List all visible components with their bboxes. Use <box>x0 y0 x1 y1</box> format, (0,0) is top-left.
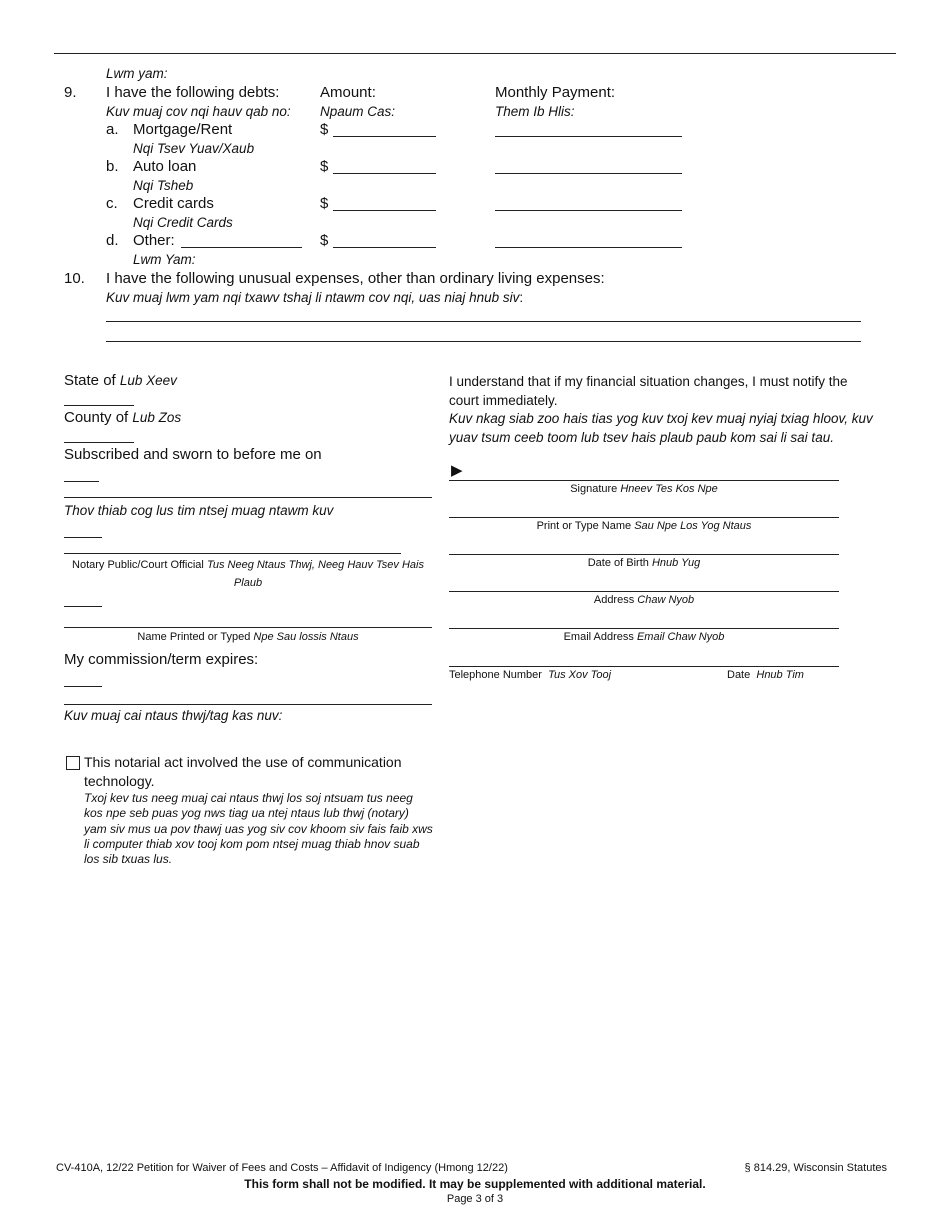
commission-label: My commission/term expires: <box>64 651 259 668</box>
county-text: County of <box>64 409 129 426</box>
amount-header-hmong: Npaum Cas: <box>320 104 396 119</box>
email-hmong: Email Chaw Nyob <box>636 631 725 643</box>
state-label <box>64 372 177 389</box>
debt-hmong-other: Lwm Yam: <box>133 252 196 267</box>
commission-line[interactable] <box>64 704 432 705</box>
debt-label-credit: Credit cards <box>133 195 214 212</box>
official-text: Notary Public/Court Official <box>72 559 204 571</box>
mortgage-amount-field[interactable] <box>333 136 436 137</box>
subscribed-label: Subscribed and sworn to before me on <box>64 446 322 463</box>
name-text: Name Printed or Typed <box>137 631 251 643</box>
dob-text: Date of Birth <box>587 557 649 569</box>
date-text: Date <box>727 669 751 681</box>
name-printed-line[interactable] <box>64 627 432 628</box>
amount-header: Amount: <box>320 84 376 101</box>
other-monthly-field[interactable] <box>495 247 682 248</box>
signature-hmong: Hneev Tes Kos Npe <box>620 483 718 495</box>
mortgage-monthly-field[interactable] <box>495 136 682 137</box>
phone-hmong: Tus Xov Tooj <box>548 669 612 681</box>
communication-technology-checkbox[interactable] <box>66 756 80 770</box>
understand-text: I understand that if my financial situation changes, I must notify the court immediately. <box>449 374 848 408</box>
auto-amount-field[interactable] <box>333 173 436 174</box>
debt-letter-b: b. <box>106 158 119 175</box>
print-name-text: Print or Type Name <box>536 520 632 532</box>
statute-ref: § 814.29, Wisconsin Statutes <box>744 1162 887 1174</box>
phone-label <box>449 669 611 681</box>
subscribed-date-field[interactable] <box>64 481 99 482</box>
monthly-header: Monthly Payment: <box>495 84 616 101</box>
dob-label <box>449 557 839 569</box>
checkbox-hmong: Txoj kev tus neeg muaj cai ntaus thwj los soj ntsuam tus neeg kos npe seb puas yog nws tiag ua ntej ntaus lub thwj (notary) yam siv mus ua pov thawj uas yog siv cov khoom siv fais faib xws li computer thiab xov tooj kom pom ntsej muag thiab hnov suab los sib txuas lus. <box>84 791 433 867</box>
q9-title-hmong: Kuv muaj cov nqi hauv qab no: <box>106 104 291 119</box>
signature-label <box>449 483 839 495</box>
other-amount-field[interactable] <box>333 247 436 248</box>
form-id: CV-410A, 12/22 Petition for Waiver of Fees and Costs – Affidavit of Indigency (Hmong 12/22) <box>56 1162 508 1174</box>
county-field[interactable] <box>64 442 134 443</box>
print-name-hmong: Sau Npe Los Yog Ntaus <box>634 520 752 532</box>
monthly-header-hmong: Them Ib Hlis: <box>495 104 575 119</box>
credit-amount-field[interactable] <box>333 210 436 211</box>
print-name-line[interactable] <box>449 517 839 518</box>
commission-date-field[interactable] <box>64 686 102 687</box>
understand-hmong: Kuv nkag siab zoo hais tias yog kuv txoj kev muaj nyiaj txiag hloov, kuv yuav tsum ceeb toom lub tsev hais plaub paub kom sai li sai tau. <box>449 411 873 445</box>
official-hmong: Tus Neeg Ntaus Thwj, Neeg Hauv Tsev Hais Plaub <box>206 559 424 589</box>
q9-title: I have the following debts: <box>106 84 280 101</box>
print-name-label <box>449 520 839 532</box>
state-hmong: Lub Xeev <box>119 373 177 388</box>
subscribed-line[interactable] <box>64 497 432 498</box>
q10-number: 10. <box>64 270 85 287</box>
notary-signature-line[interactable] <box>64 553 401 554</box>
debt-hmong-credit: Nqi Credit Cards <box>133 215 233 230</box>
name-short-field[interactable] <box>64 606 102 607</box>
currency-sign: $ <box>320 195 329 212</box>
top-other-label: Lwm yam: <box>106 66 168 81</box>
modification-notice: This form shall not be modified. It may be supplemented with additional material. <box>244 1177 706 1191</box>
address-label <box>449 594 839 606</box>
state-field[interactable] <box>64 405 134 406</box>
unusual-expenses-line-2[interactable] <box>106 341 861 342</box>
name-printed-label <box>64 631 432 643</box>
debt-hmong-auto: Nqi Tsheb <box>133 178 194 193</box>
address-line[interactable] <box>449 591 839 592</box>
debt-letter-d: d. <box>106 232 119 249</box>
email-label <box>449 631 839 643</box>
notary-short-field[interactable] <box>64 537 102 538</box>
q10-title-hmong <box>106 290 523 305</box>
q10-hmong-text: Kuv muaj lwm yam nqi txawv tshaj li ntawm cov nqi, uas niaj hnub siv <box>106 290 520 305</box>
unusual-expenses-line-1[interactable] <box>106 321 861 322</box>
county-hmong: Lub Zos <box>132 410 182 425</box>
q10-title: I have the following unusual expenses, other than ordinary living expenses: <box>106 270 605 287</box>
page-number: Page 3 of 3 <box>446 1193 504 1205</box>
q9-number: 9. <box>64 84 77 101</box>
debt-label-other: Other: <box>133 232 175 249</box>
signature-text: Signature <box>570 483 618 495</box>
signature-arrow-icon: ▶ <box>451 462 463 479</box>
notary-official-label <box>64 556 432 592</box>
address-hmong: Chaw Nyob <box>637 594 695 606</box>
auto-monthly-field[interactable] <box>495 173 682 174</box>
debt-letter-c: c. <box>106 195 118 212</box>
phone-date-line[interactable] <box>449 666 839 667</box>
q10-colon: : <box>519 290 524 305</box>
currency-sign: $ <box>320 121 329 138</box>
name-hmong: Npe Sau lossis Ntaus <box>253 631 359 643</box>
email-line[interactable] <box>449 628 839 629</box>
debt-label-mortgage: Mortgage/Rent <box>133 121 233 138</box>
date-hmong: Hnub Tim <box>756 669 804 681</box>
currency-sign: $ <box>320 158 329 175</box>
signature-line[interactable] <box>449 480 839 481</box>
address-text: Address <box>593 594 635 606</box>
debt-letter-a: a. <box>106 121 119 138</box>
other-description-field[interactable] <box>181 247 302 248</box>
date-label <box>727 669 804 681</box>
phone-text: Telephone Number <box>449 669 542 681</box>
dob-hmong: Hnub Yug <box>651 557 701 569</box>
commission-hmong: Kuv muaj cai ntaus thwj/tag kas nuv: <box>64 708 283 723</box>
subscribed-hmong: Thov thiab cog lus tim ntsej muag ntawm kuv <box>64 503 334 518</box>
debt-hmong-mortgage: Nqi Tsev Yuav/Xaub <box>133 141 255 156</box>
debt-label-auto: Auto loan <box>133 158 197 175</box>
email-text: Email Address <box>563 631 634 643</box>
credit-monthly-field[interactable] <box>495 210 682 211</box>
checkbox-label: This notarial act involved the use of communication technology. <box>84 754 402 789</box>
county-label <box>64 409 181 426</box>
state-text: State of <box>64 372 116 389</box>
currency-sign: $ <box>320 232 329 249</box>
top-rule <box>54 53 896 54</box>
dob-line[interactable] <box>449 554 839 555</box>
